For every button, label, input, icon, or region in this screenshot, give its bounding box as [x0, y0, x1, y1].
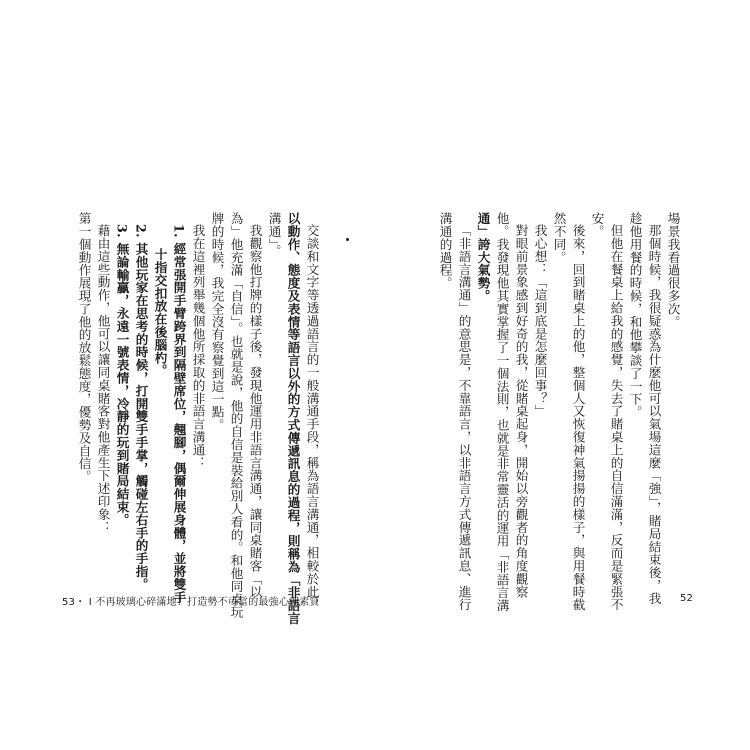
text-column: 溝通的過程。 [437, 212, 453, 290]
text-column: 藉由這些動作，他可以讓同桌賭客對他產生下述印象： [95, 224, 111, 534]
text-column: 他。我發現他其實掌握了一個法則，也就是非常靈活的運用「非語言溝 [494, 212, 510, 612]
list-item: 1. 經常張開手臂跨界到隔壁席位，翹腳，偶爾伸展身體，並將雙手 [171, 224, 187, 604]
list-item: 十指交扣放在後腦杓。 [152, 248, 168, 377]
text-column: 我心想：「這到底是怎麼回事？」 [532, 224, 548, 418]
text-column: 然不同。 [551, 212, 567, 264]
page-number: 52 [680, 593, 694, 604]
text-column: 為」他充滿「自信」。也就是說，他的自信是裝給別人看的。和他同桌玩 [228, 212, 244, 619]
text-column: 以動作、態度及表情等語言以外的方式傳遞訊息的過程，則稱為「非語言 [285, 212, 301, 625]
text-column: 「非語言溝通」的意思是，不靠語言，以非語言方式傳遞訊息、進行 [456, 224, 472, 611]
list-item: 2. 其他玩家在思考的時候，打開雙手手掌，觸碰左右手的手指。 [133, 224, 149, 591]
text-column: 趁他用餐的時候，和他攀談了一下。 [627, 212, 643, 419]
running-footer: 53・ I 不再玻璃心碎滿地！打造勢不可當的最強心理素質 [62, 597, 320, 608]
divider-dot [346, 238, 349, 241]
text-column: 交談和文字等透過語言的一般溝通手段，稱為語言溝通，相較於此， [304, 224, 320, 611]
text-column: 那個時候，我很疑惑為什麼他可以氣場這麼「強」，賭局結束後，我 [646, 224, 662, 605]
text-column: 對眼前景象感到好奇的我，從賭桌起身，開始以旁觀者的角度觀察 [513, 224, 529, 599]
text-column: 場景我看過很多次。 [665, 212, 681, 329]
text-column: 但他在餐桌上給我的感覺，失去了賭桌上的自信滿滿，反而是緊張不 [608, 224, 624, 611]
text-column: 第一個動作展現了他的放鬆態度，優勢及自信。 [76, 212, 92, 483]
text-column: 後來，回到賭桌上的他，整個人又恢復神氣揚揚的樣子，與用餐時截 [570, 224, 586, 611]
text-column: 通」誇大氣勢。 [475, 212, 491, 303]
text-column: 溝通」。 [266, 212, 282, 258]
text-column: 我觀察他打牌的樣子後，發現他運用非語言溝通，讓同桌賭客「以 [247, 224, 263, 599]
list-item: 3. 無論輸贏，永遠一號表情，冷靜的玩到賭局結束。 [114, 224, 130, 527]
text-column: 安。 [589, 212, 605, 238]
text-column: 我在這裡列舉幾個他所採取的非語言溝通： [190, 224, 206, 470]
text-column: 牌的時候，我完全沒有察覺到這一點。 [209, 212, 225, 432]
